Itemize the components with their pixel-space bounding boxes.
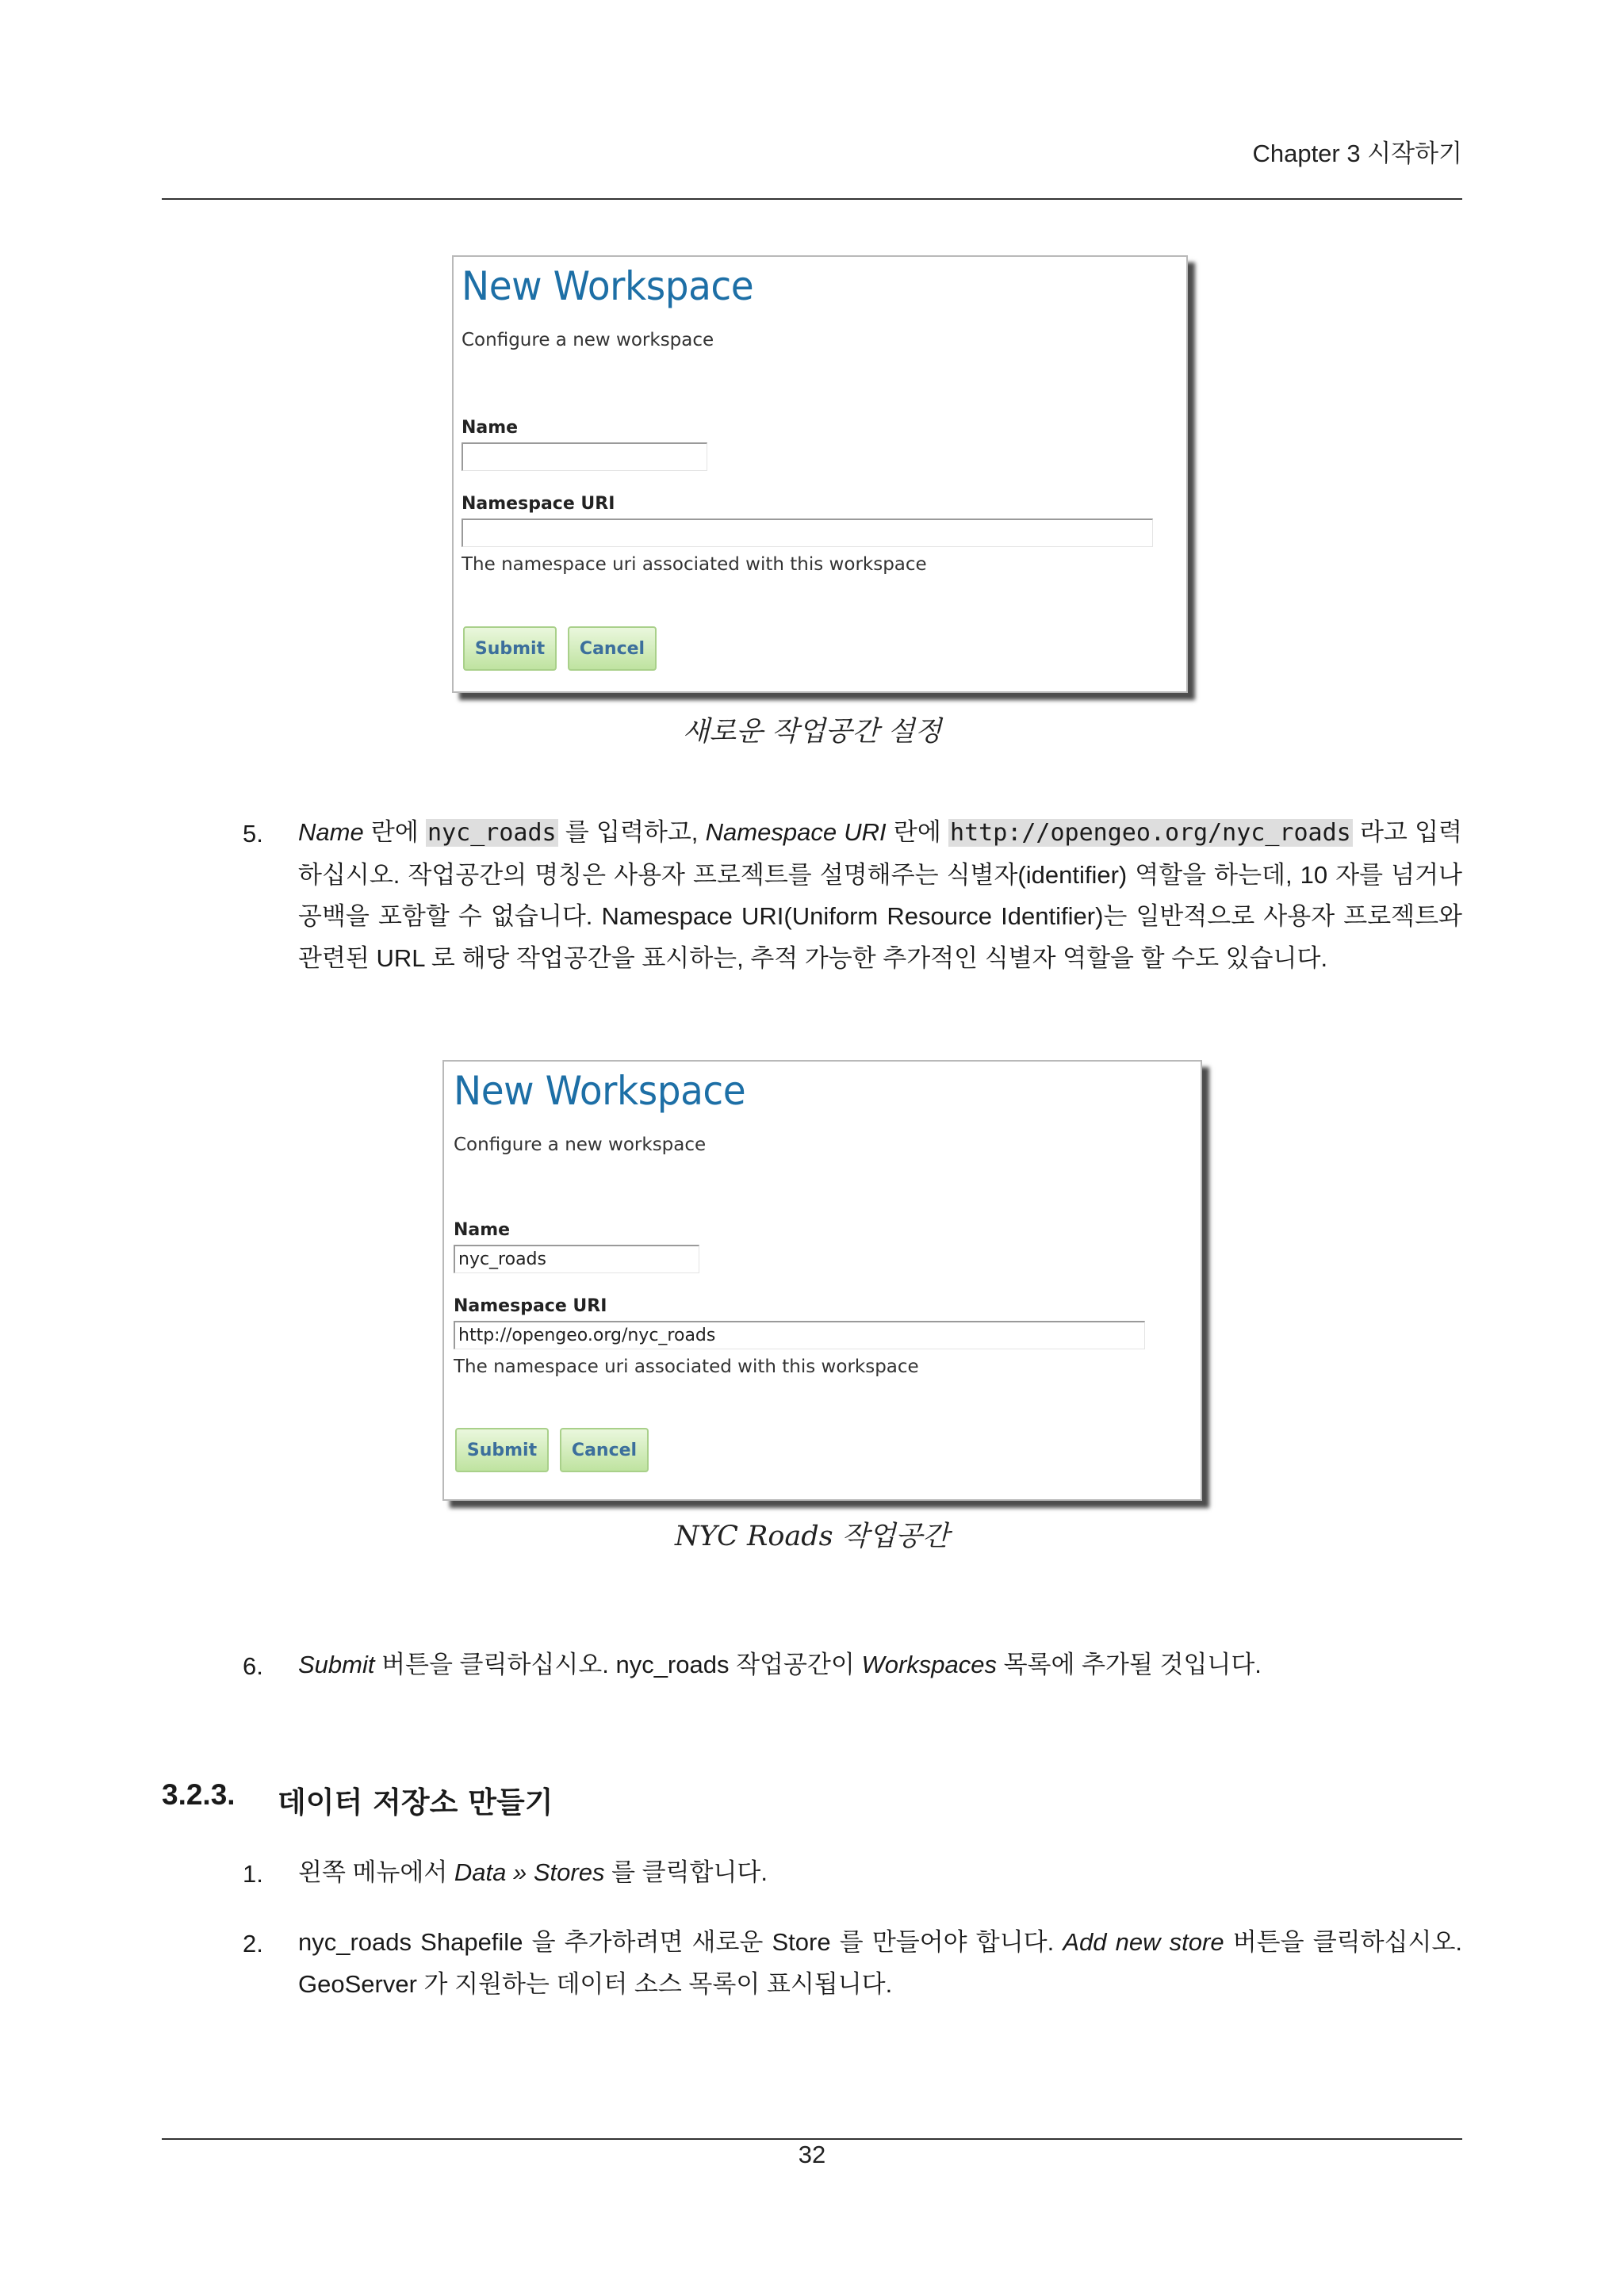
inline-code: nyc_roads (427, 819, 557, 847)
italic-term: Submit (298, 1651, 375, 1678)
submit-button[interactable]: Submit (455, 1428, 549, 1472)
step-5-paragraph: Name 란에 nyc_roads 를 입력하고, Namespace URI 란에 http://opengeo.org/nyc_roads 라고 입력하십시오. 작업공간의 명칭은 사용자 프로젝트를 설명해주는 식별자(identifier) 역할을 하는데, 10 자를 넘거나 공백을 포함할 수 없습니다. Namespace URI(Uniform Resource Identifier)는 일반적으로 사용자 프로젝트와 관련된 URL 로 해당 작업공간을 표시하는, 추적 가능한 추가적인 식별자 역할을 할 수도 있습니다. (298, 818, 1462, 972)
step-6-paragraph: Submit 버튼을 클릭하십시오. nyc_roads 작업공간이 Workspaces 목록에 추가될 것입니다. (298, 1651, 1262, 1678)
italic-term: Workspaces (861, 1651, 997, 1678)
namespace-uri-input[interactable] (462, 519, 1153, 547)
italic-term: Namespace URI (705, 818, 887, 846)
namespace-help-text: The namespace uri associated with this workspace (462, 554, 927, 575)
name-label: Name (454, 1220, 511, 1240)
cancel-button[interactable]: Cancel (560, 1428, 649, 1472)
item-2-paragraph: nyc_roads Shapefile 을 추가하려면 새로운 Store 를 만들어야 합니다. Add new store 버튼을 클릭하십시오. GeoServer 가 지원하는 데이터 소스 목록이 표시됩니다. (298, 1928, 1463, 1998)
name-label: Name (462, 418, 519, 438)
namespace-help-text: The namespace uri associated with this workspace (454, 1357, 919, 1377)
name-input[interactable] (462, 442, 707, 471)
namespace-uri-input[interactable] (454, 1321, 1145, 1349)
item-1-paragraph: 왼쪽 메뉴에서 Data » Stores 를 클릭합니다. (298, 1858, 768, 1886)
ws-title: New Workspace (462, 263, 754, 309)
namespace-label: Namespace URI (462, 494, 615, 514)
page-number: 32 (798, 2141, 826, 2168)
header-rule (162, 198, 1462, 200)
list-number: 6. (243, 1652, 263, 1680)
italic-term: Name (298, 818, 364, 846)
running-header: Chapter 3 시작하기 (1252, 140, 1462, 167)
new-workspace-screenshot-filled (442, 1060, 1202, 1501)
namespace-label: Namespace URI (454, 1296, 607, 1316)
new-workspace-screenshot-empty (452, 255, 1188, 693)
italic-term: Data » Stores (454, 1858, 605, 1886)
footer-rule (162, 2138, 1462, 2140)
cancel-button[interactable]: Cancel (568, 626, 657, 671)
section-number: 3.2.3. (162, 1778, 236, 1811)
figure-caption: 새로운 작업공간 설정 (682, 716, 942, 748)
ws-title: New Workspace (454, 1068, 746, 1114)
figure-caption: NYC Roads 작업공간 (674, 1521, 950, 1552)
list-number: 1. (243, 1860, 263, 1888)
list-number: 5. (243, 820, 263, 848)
name-input[interactable] (454, 1245, 699, 1273)
list-number: 2. (243, 1930, 263, 1957)
italic-term: Add new store (1063, 1928, 1224, 1956)
submit-button[interactable]: Submit (463, 626, 557, 671)
ws-subtitle: Configure a new workspace (454, 1135, 707, 1155)
inline-code: http://opengeo.org/nyc_roads (950, 819, 1351, 847)
section-title: 데이터 저장소 만들기 (278, 1785, 553, 1820)
ws-subtitle: Configure a new workspace (462, 330, 714, 350)
